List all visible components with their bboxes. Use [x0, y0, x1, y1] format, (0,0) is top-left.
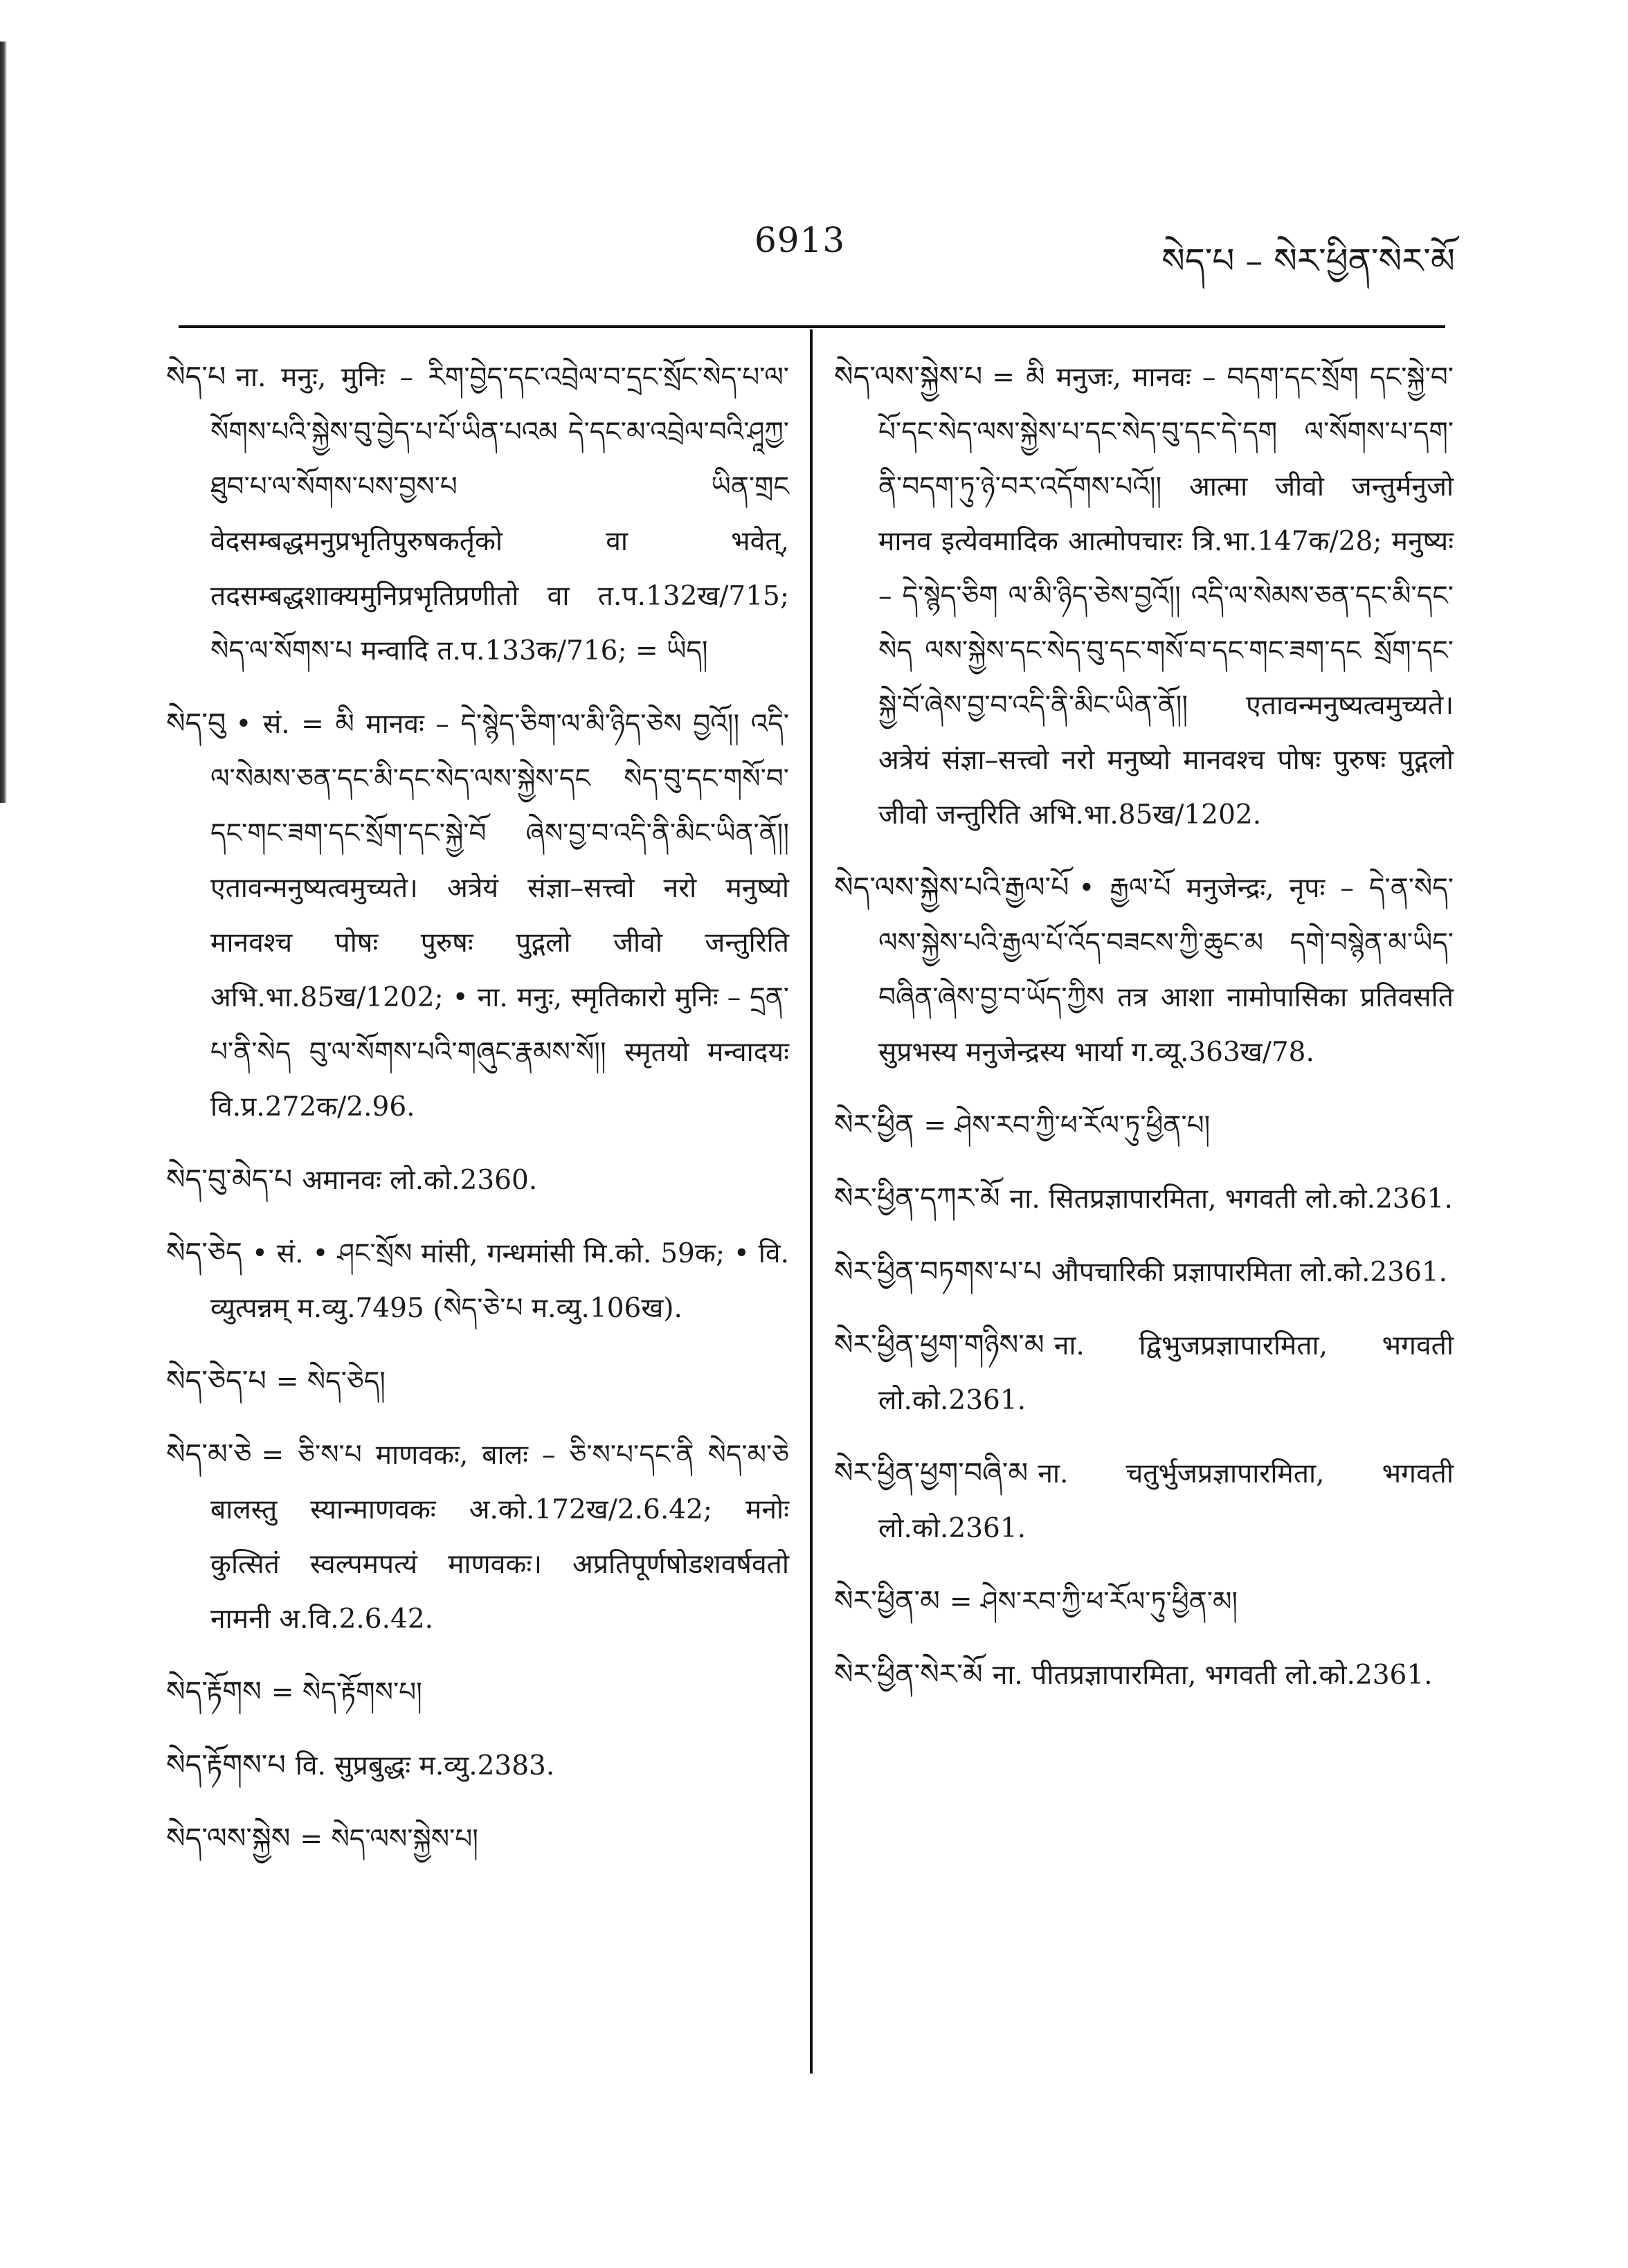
- right-column: [834, 350, 1454, 1721]
- cross-reference-entry: [166, 1664, 789, 1720]
- entry-body: ना. पीतप्रज्ञापारमिता, भगवती लो.को.2361.: [992, 1660, 1433, 1691]
- cross-reference-entry: [834, 1098, 1454, 1153]
- entry-headword: སེད་ལས་སྐྱེས་པ: [834, 360, 983, 393]
- entry-headword: སེར་ཕྱིན་སེར་མོ: [834, 1658, 983, 1691]
- left-column: [166, 350, 789, 1885]
- dictionary-entry: [166, 696, 789, 1134]
- entry-body: वि. सुप्रबुद्धः म.व्यु.2383.: [295, 1750, 555, 1781]
- entry-headword: སེད་ལས་སྐྱེས: [166, 1822, 291, 1855]
- entry-body: • सं. = མི मानवः – དེ་སྙེད་ཅིག་ལ་མི་ཉིད་ཅེས བྱའོ།། འདི་ལ་སེམས་ཅན་དང་མི་དང་སེད་ལས་སྐྱེས་དང སེད་བུ་དང་གསོ་བ་དང་གང་ཟག་དང་སྲོག་དང་སྐྱེ་བོ ཞེས་བྱ་བ་འདི་ནི་མིང་ཡིན་ནོ།། एतावन्मनुष्यत्वमुच्यते। अत्रेयं संज्ञा–सत्त्वो नरो मनुष्यो मानवश्च पोषः पुरुषः पुद्गलो जीवो जन्तुरिति अभि.भा.85ख/1202; • ना. मनुः, स्मृतिकारो मुनिः – དྲན་པ་ནི་སེད བུ་ལ་སོགས་པའི་གཞུང་རྣམས་སོ།། स्मृतयो मन्वादयः वि.प्र.272क/2.96.: [210, 709, 789, 1123]
- entry-body: ना. चतुर्भुजप्रज्ञापारमिता, भगवती लो.को.2361.: [878, 1458, 1454, 1544]
- entry-body: = ཤེས་རབ་ཀྱི་ཕ་རོལ་ཏུ་ཕྱིན་མ།: [949, 1586, 1238, 1617]
- entry-headword: སེད་རྟོགས་པ: [166, 1748, 286, 1781]
- running-head: སེད་པ – སེར་ཕྱིན་སེར་མོ: [1161, 241, 1455, 281]
- entry-headword: སེར་ཕྱིན་ཕྱག་གཉིས་མ: [834, 1328, 1044, 1361]
- entry-headword: སེར་ཕྱིན་ཕྱག་བཞི་མ: [834, 1456, 1029, 1489]
- dictionary-entry: [834, 1318, 1454, 1428]
- cross-reference-entry: [834, 1574, 1454, 1629]
- entry-body: अमानवः लो.को.2360.: [302, 1165, 538, 1196]
- entry-headword: སེད་མ་ཅེ: [166, 1437, 252, 1471]
- dictionary-entry: [166, 350, 789, 678]
- dictionary-entry: [834, 1171, 1454, 1226]
- dictionary-entry: [834, 1244, 1454, 1300]
- entry-body: = ཅི་ས་པ माणवकः, बालः – ཅི་ས་པ་དང་ནི སེད་མ་ཅེ बालस्तु स्यान्माणवकः अ.को.172ख/2.6.42; मनोः कुत्सितं स्वल्पमपत्यं माणवकः। अप्रतिपूर्णषोडशवर्षवतो नामनी अ.वि.2.6.42.: [210, 1440, 789, 1635]
- entry-headword: སེར་ཕྱིན་དཀར་མོ: [834, 1181, 1000, 1215]
- cross-reference-entry: [166, 1354, 789, 1409]
- cross-reference-entry: [166, 1811, 789, 1867]
- entry-body: ना. मनुः, मुनिः – རིག་བྱེད་དང་འབྲེལ་བ་དྲང་སྲོང་སེད་པ་ལ་སོགས་པའི་སྐྱེས་བུ་བྱེད་པ་པོ་ཡིན་པའམ དེ་དང་མ་འབྲེལ་བའི་ཤཱཀྱ་ཐུབ་པ་ལ་སོགས་པས་བྱས་པ ཡིན་གྲང वेदसम्बद्धमनुप्रभृतिपुरुषकर्तृको वा भवेत्, तदसम्बद्धशाक्यमुनिप्रभृतिप्रणीतो वा त.प.132ख/715; སེད་ལ་སོགས་པ मन्वादि त.प.133क/716; = ཡིད།: [210, 362, 789, 666]
- entry-headword: སེར་ཕྱིན་བཏགས་པ་པ: [834, 1255, 1042, 1288]
- scan-edge: [0, 42, 7, 803]
- entry-headword: སེད་བུ་མེད་པ: [166, 1163, 293, 1196]
- entry-headword: སེད་ཅེད་པ: [166, 1364, 266, 1397]
- entry-body: ना. सितप्रज्ञापारमिता, भगवती लो.को.2361.: [1009, 1183, 1453, 1215]
- entry-body: = མི मनुजः, मानवः – བདག་དང་སྲོག དང་སྐྱེ་བ་པོ་དང་སེད་ལས་སྐྱེས་པ་དང་སེད་བུ་དང་དེ་དག ལ་སོགས་པ་དག་ནི་བདག་ཏུ་ཉེ་བར་འདོགས་པའོ།། आत्मा जीवो जन्तुर्मनुजो मानव इत्येवमादिक आत्मोपचारः त्रि.भा.147क/28; मनुष्यः – དེ་སྙེད་ཅིག ལ་མི་ཉིད་ཅེས་བྱའོ།། འདི་ལ་སེམས་ཅན་དང་མི་དང་སེད ལས་སྐྱེས་དང་སེད་བུ་དང་གསོ་བ་དང་གང་ཟག་དང སྲོག་དང་སྐྱེ་བོ་ཞེས་བྱ་བ་འདི་ནི་མིང་ཡིན་ནོ།། एतावन्मनुष्यत्वमुच्यते। अत्रेयं संज्ञा–सत्त्वो नरो मनुष्यो मानवश्च पोषः पुरुषः पुद्गलो जीवो जन्तुरिति अभि.भा.85ख/1202.: [878, 362, 1454, 831]
- column-divider: [810, 329, 813, 2074]
- entry-body: • सं. • ཤང་སྲོས मांसी, गन्धमांसी मि.को. 59क; • वि. व्युत्पन्नम् म.व्यु.7495 (སེད་ཅེ་པ म.व्यु.106ख).: [210, 1238, 789, 1324]
- dictionary-entry: [834, 1446, 1454, 1556]
- entry-headword: སེད་ཅེད: [166, 1236, 242, 1269]
- entry-headword: སེད་ལས་སྐྱེས་པའི་རྒྱལ་པོ: [834, 871, 1069, 904]
- entry-body: = སེད་ལས་སྐྱེས་པ།: [300, 1824, 478, 1855]
- entry-headword: སེད་པ: [166, 360, 226, 393]
- dictionary-entry: [834, 860, 1454, 1080]
- dictionary-entry: [166, 1152, 789, 1208]
- entry-headword: སེད་རྟོགས: [166, 1675, 262, 1708]
- entry-body: = སེད་རྟོགས་པ།: [271, 1677, 422, 1708]
- entry-headword: སེར་ཕྱིན་མ: [834, 1584, 940, 1617]
- dictionary-entry: [834, 1647, 1454, 1703]
- header-rule: [179, 325, 1445, 328]
- dictionary-entry: [834, 350, 1454, 842]
- dictionary-entry: [166, 1427, 789, 1646]
- entry-body: • རྒྱལ་པོ मनुजेन्द्रः, नृपः – དེ་ན་སེད་ལས་སྐྱེས་པའི་རྒྱལ་པོ་འོད་བཟངས་ཀྱི་ཆུང་མ དགེ་བསྙེན་མ་ཡིད་བཞིན་ཞེས་བྱ་བ་ཡོད་ཀྱིས तत्र आशा नामोपासिका प्रतिवसति सुप्रभस्य मनुजेन्द्रस्य भार्या ग.व्यू.363ख/78.: [878, 873, 1454, 1068]
- entry-headword: སེད་བུ: [166, 707, 226, 740]
- page-number: 6913: [754, 220, 846, 260]
- dictionary-entry: [166, 1738, 789, 1793]
- dictionary-entry: [166, 1226, 789, 1336]
- entry-body: औपचारिकी प्रज्ञापारमिता लो.को.2361.: [1051, 1257, 1448, 1288]
- entry-body: = སེད་ཅེད།: [275, 1366, 386, 1397]
- entry-headword: སེར་ཕྱིན: [834, 1108, 914, 1141]
- entry-body: = ཤེས་རབ་ཀྱི་ཕ་རོལ་ཏུ་ཕྱིན་པ།: [923, 1110, 1211, 1141]
- entry-body: ना. द्विभुजप्रज्ञापारमिता, भगवती लो.को.2361.: [878, 1330, 1454, 1416]
